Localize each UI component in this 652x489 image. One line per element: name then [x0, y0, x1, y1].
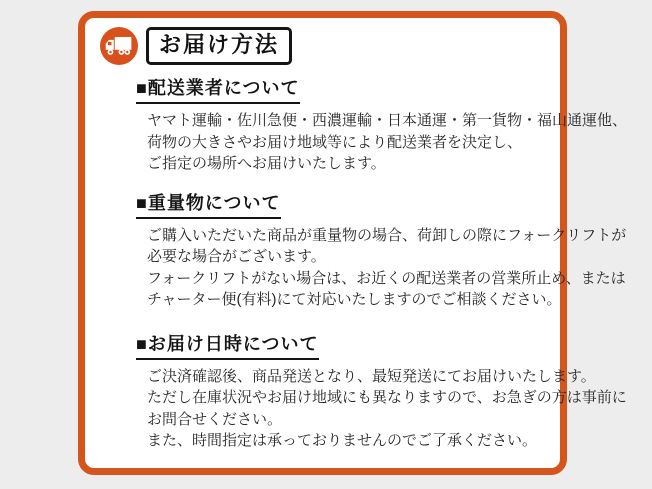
section-carriers-body	[147, 110, 628, 175]
section-heavy-items-body	[147, 225, 627, 311]
section-delivery-datetime	[136, 330, 627, 452]
section-carriers	[136, 74, 628, 175]
body-line: ただし在庫状況やお届け地域にも異なりますので、お急ぎの方は事前に	[147, 389, 627, 407]
section-delivery-datetime-body	[147, 366, 627, 452]
body-line: ご指定の場所へお届けいたします。	[147, 155, 386, 173]
delivery-info-panel	[78, 11, 628, 475]
section-heavy-items	[136, 189, 627, 311]
page-title: お届け方法	[146, 27, 292, 65]
body-line: フォークリフトがない場合は、お近くの配送業者の営業所止め、または	[147, 269, 626, 287]
section-heavy-items-heading: ■重量物について	[136, 189, 281, 219]
body-line: ヤマト運輸・佐川急便・西濃運輸・日本通運・第一貨物・福山通運他、	[147, 112, 628, 130]
body-line: チャーター便(有料)にて対応いたしますのでご相談ください。	[147, 291, 562, 309]
body-line: 荷物の大きさやお届け地域等により配送業者を決定し、	[147, 133, 523, 151]
section-carriers-heading: ■配送業者について	[136, 74, 300, 104]
body-line: ご決済確認後、商品発送となり、最短発送にてお届けいたします。	[147, 367, 596, 385]
body-line: ご購入いただいた商品が重量物の場合、荷卸しの際にフォークリフトが	[147, 226, 627, 244]
body-line: 必要な場合がございます。	[147, 248, 326, 266]
truck-icon	[100, 27, 138, 65]
panel-header	[100, 27, 560, 65]
section-delivery-datetime-heading: ■お届け日時について	[136, 330, 319, 360]
body-line: また、時間指定は承っておりませんのでご了承ください。	[147, 432, 538, 450]
body-line: お問合せください。	[147, 410, 283, 428]
